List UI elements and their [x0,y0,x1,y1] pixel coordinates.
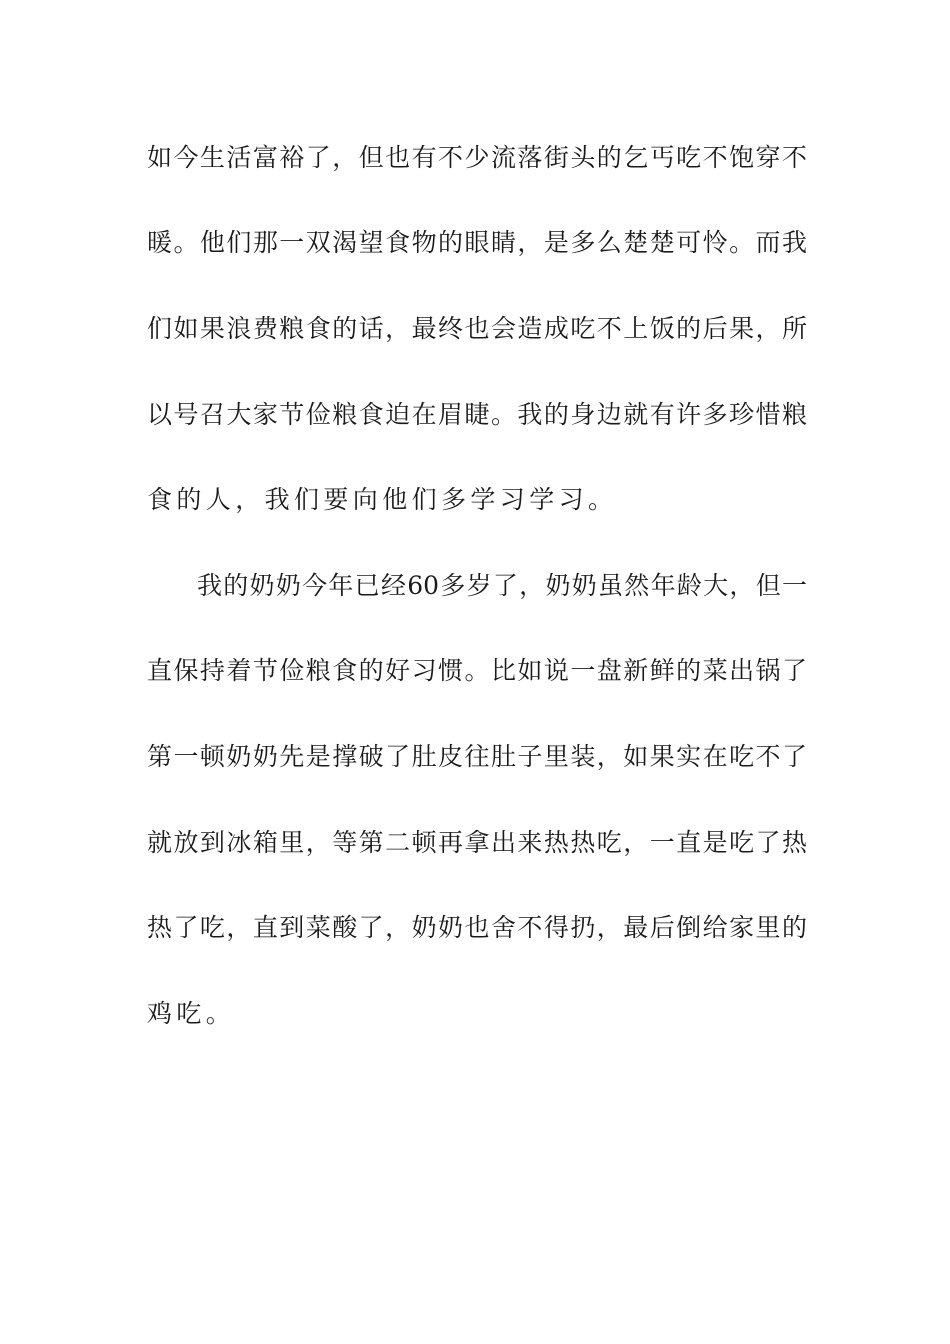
text-line: 以号召大家节俭粮食迫在眉睫。我的身边就有许多珍惜粮 [147,400,807,429]
text-line: 食的人，我们要向他们多学习学习。 [147,485,618,514]
text-line: 第一顿奶奶先是撑破了肚皮往肚子里装，如果实在吃不了 [147,742,807,771]
text-line: 热了吃，直到菜酸了，奶奶也舍不得扔，最后倒给家里的 [147,913,807,942]
text-line: 们如果浪费粮食的话，最终也会造成吃不上饭的后果，所 [147,314,807,343]
text-line: 暖。他们那一双渴望食物的眼睛，是多么楚楚可怜。而我 [147,228,807,257]
text-line: 我的奶奶今年已经60多岁了，奶奶虽然年龄大，但一 [197,571,807,600]
text-line: 就放到冰箱里，等第二顿再拿出来热热吃，一直是吃了热 [147,828,807,857]
text-line: 鸡吃。 [147,999,236,1028]
text-line: 直保持着节俭粮食的好习惯。比如说一盘新鲜的菜出锅了 [147,656,807,685]
text-line: 如今生活富裕了，但也有不少流落街头的乞丐吃不饱穿不 [147,143,807,172]
